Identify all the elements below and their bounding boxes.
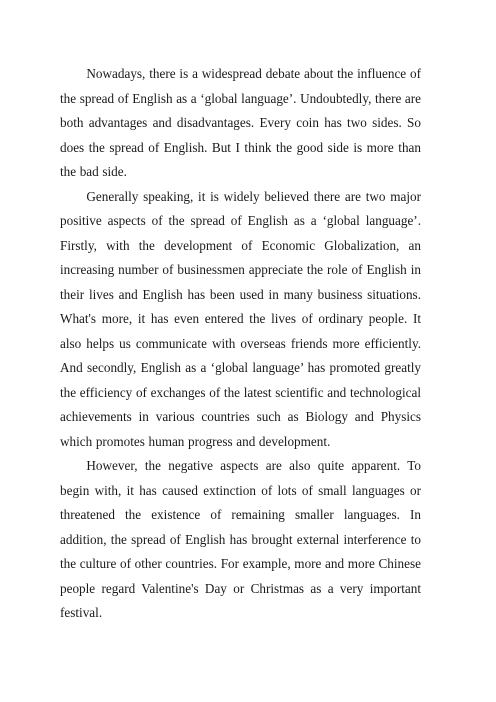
paragraph-negative-aspects: However, the negative aspects are also quite apparent. To begin with, it has caused extinction of lots of small languages or threatened the existence of remaining smaller languages. In addition, the spread of English has brought external interference to the culture of other countries. For example, more and more Chinese people regard Valentine's Day or Christmas as a very important festival. bbox=[60, 458, 421, 620]
paragraph-intro: Nowadays, there is a widespread debate about the influence of the spread of English as a ‘global language’. Undoubtedly, there are both advantages and disadvantages. Every coin has two sides. So does the spread of English. But I think the good side is more than the bad side. bbox=[60, 66, 422, 179]
document-body bbox=[60, 62, 421, 626]
paragraph-positive-aspects: Generally speaking, it is widely believed there are two major positive aspects of the spread of English as a ‘global language’. Firstly, with the development of Economic Globalization, an increasing number of businessmen appreciate the role of English in their lives and English has been used in many business situations. What's more, it has even entered the lives of ordinary people. It also helps us communicate with overseas friends more efficiently. And secondly, English as a ‘global language’ has promoted greatly the efficiency of exchanges of the latest scientific and technological achievements in various countries such as Biology and Physics which promotes human progress and development. bbox=[60, 188, 421, 449]
